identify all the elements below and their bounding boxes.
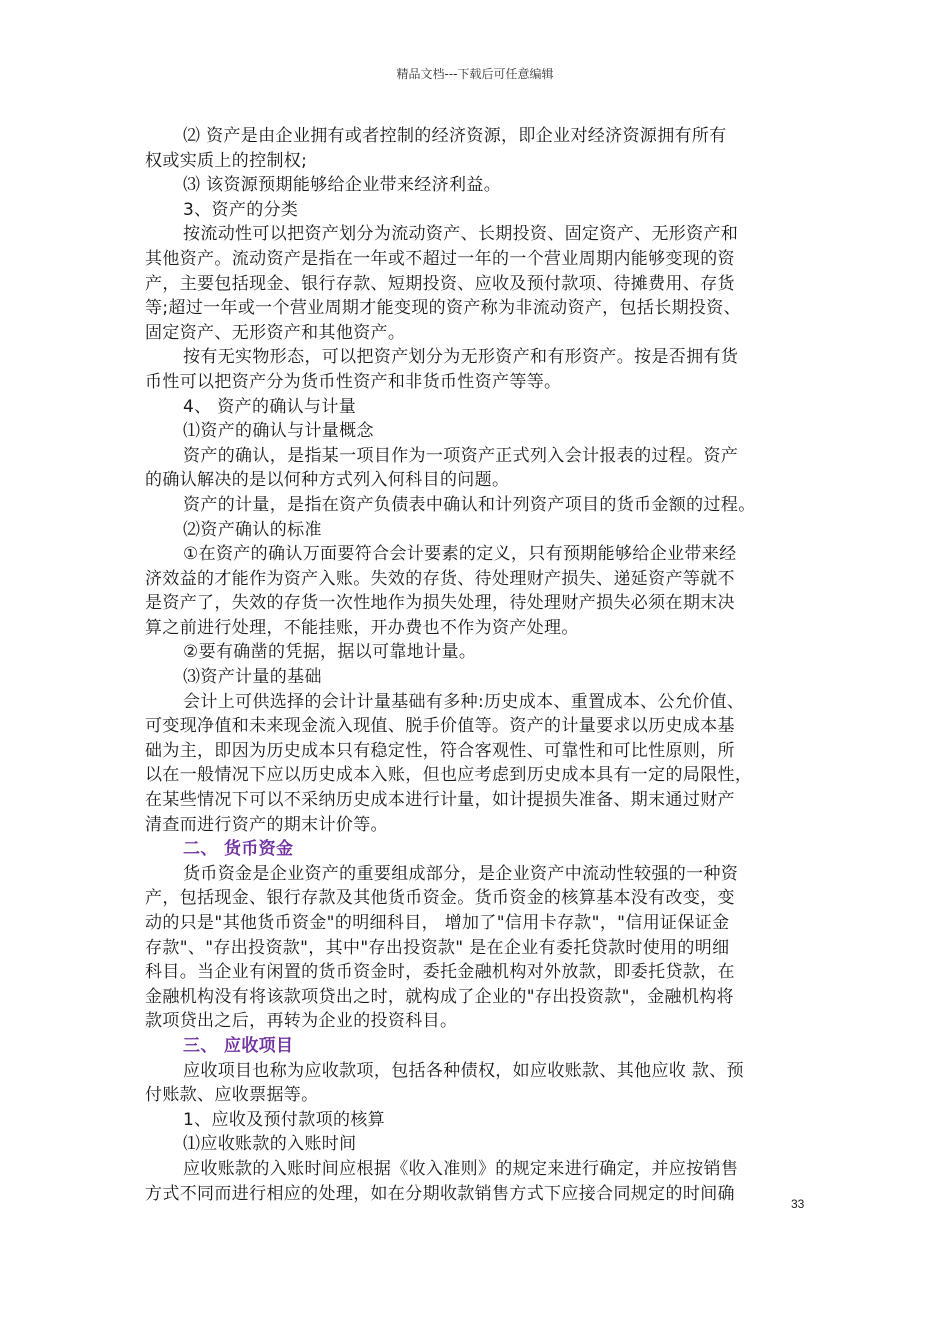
text-line: ⑵资产确认的标准	[183, 519, 322, 540]
text-line: 产，主要包括现金、银行存款、短期投资、应收及预付款项、待摊费用、存货	[145, 273, 735, 294]
text-line: 在某些情况下可以不采纳历史成本进行计量，如计提损失准备、期末通过财产	[145, 790, 735, 811]
text-line: 币性可以把资产分为货币性资产和非货币性资产等等。	[145, 371, 562, 392]
text-line: 产，包括现金、银行存款及其他货币资金。货币资金的核算基本没有改变，变	[145, 888, 735, 909]
text-line: 济效益的才能作为资产入账。失效的存货、待处理财产损失、递延资产等就不	[145, 568, 735, 589]
text-line: 以在一般情况下应以历史成本入账，但也应考虑到历史成本具有一定的局限性，	[145, 765, 753, 786]
section-heading: 三、 应收项目	[183, 1035, 294, 1056]
text-line: 货币资金是企业资产的重要组成部分，是企业资产中流动性较强的一种资	[183, 863, 739, 884]
text-line: 1、应收及预付款项的核算	[183, 1109, 386, 1130]
text-line: 权或实质上的控制权;	[145, 150, 308, 171]
page-number: 33	[791, 1197, 805, 1211]
text-line: 金融机构没有将该款项贷出之时，就构成了企业的"存出投资款"，金融机构将	[145, 986, 734, 1007]
text-line: 4、 资产的确认与计量	[183, 396, 357, 417]
page-header: 精品文档---下载后可任意编辑	[396, 67, 554, 81]
text-line: 存款"、"存出投资款"，其中"存出投资款" 是在企业有委托贷款时使用的明细	[145, 937, 730, 958]
text-line: 础为主，即因为历史成本只有稳定性，符合客观性、可靠性和可比性原则，所	[145, 740, 735, 761]
document-body	[145, 124, 805, 1206]
text-line: 清查而进行资产的期末计价等。	[145, 814, 388, 835]
text-line: 3、资产的分类	[183, 199, 299, 220]
text-line: 是资产了，失效的存货一次性地作为损失处理，待处理财产损失必须在期末决	[145, 593, 735, 614]
text-line: 会计上可供选择的会计计量基础有多种:历史成本、重置成本、公允价值、	[183, 691, 745, 712]
text-line: ①在资产的确认万面要符合会计要素的定义，只有预期能够给企业带来经	[183, 544, 737, 565]
text-line: 可变现净值和未来现金流入现值、脱手价值等。资产的计量要求以历史成本基	[145, 716, 735, 737]
text-line: ⑶资产计量的基础	[183, 667, 322, 688]
text-line: 按有无实物形态，可以把资产划分为无形资产和有形资产。按是否拥有货	[183, 347, 739, 368]
text-line: 固定资产、无形资产和其他资产。	[145, 322, 406, 343]
text-line: 动的只是"其他货币资金"的明细科目， 增加了"信用卡存款"，"信用证保证金	[145, 913, 730, 933]
text-line: 资产的计量，是指在资产负债表中确认和计列资产项目的货币金额的过程。	[183, 494, 756, 515]
text-line: 方式不同而进行相应的处理，如在分期收款销售方式下应接合同规定的时间确	[145, 1183, 735, 1204]
text-line: 按流动性可以把资产划分为流动资产、长期投资、固定资产、无形资产和	[183, 224, 739, 245]
text-line: ⑴应收账款的入账时间	[183, 1134, 357, 1155]
text-line: 等;超过一年或一个营业周期才能变现的资产称为非流动资产，包括长期投资、	[145, 298, 741, 319]
text-line: 应收项目也称为应收款项，包括各种债权，如应收账款、其他应收 款、预	[183, 1060, 744, 1081]
text-line: ⑵ 资产是由企业拥有或者控制的经济资源，即企业对经济资源拥有所有	[183, 126, 727, 146]
text-line: ②要有确凿的凭据，据以可靠地计量。	[183, 642, 477, 663]
text-line: ⑴资产的确认与计量概念	[183, 421, 374, 442]
text-line: 算之前进行处理，不能挂账，开办费也不作为资产处理。	[145, 617, 579, 638]
text-line: 科目。当企业有闲置的货币资金时，委托金融机构对外放款，即委托贷款，在	[145, 962, 735, 983]
text-line: 资产的确认，是指某一项目作为一项资产正式列入会计报表的过程。资产	[183, 445, 739, 466]
text-line: 款项贷出之后，再转为企业的投资科目。	[145, 1011, 458, 1032]
section-heading: 二、 货币资金	[183, 839, 294, 860]
text-line: 其他资产。流动资产是指在一年或不超过一年的一个营业周期内能够变现的资	[145, 248, 735, 269]
text-line: 应收账款的入账时间应根据《收入准则》的规定来进行确定，并应按销售	[183, 1158, 739, 1179]
text-line: ⑶ 该资源预期能够给企业带来经济利益。	[183, 175, 502, 196]
text-line: 的确认解决的是以何种方式列入何科目的问题。	[145, 470, 510, 491]
text-line: 付账款、应收票据等。	[145, 1085, 319, 1106]
